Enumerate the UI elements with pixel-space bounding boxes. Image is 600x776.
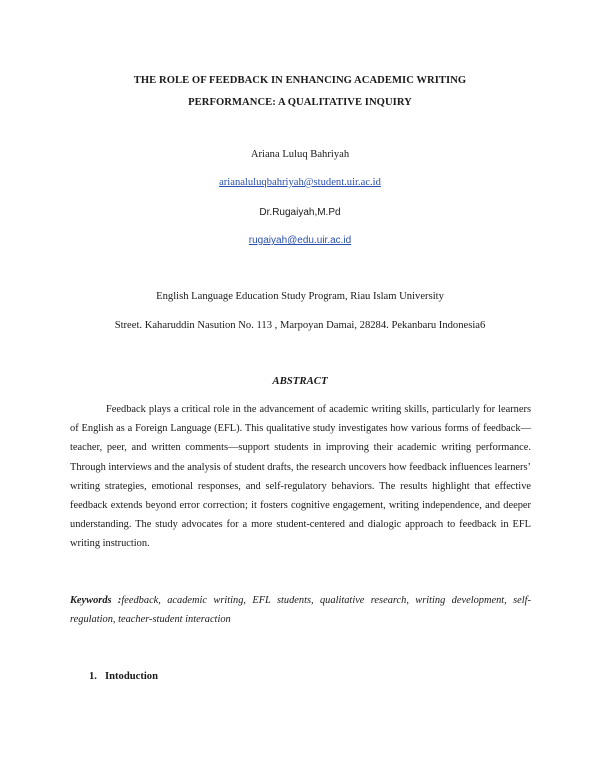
keywords-list: feedback, academic writing, EFL students, qualitative research, writing development, self-regulation, teacher-student interaction bbox=[70, 595, 531, 626]
author-2-email-line bbox=[0, 234, 600, 248]
author-1-email-link[interactable]: arianaluluqbahriyah@student.uir.ac.id bbox=[219, 177, 381, 188]
section-heading-introduction bbox=[89, 670, 158, 684]
paper-title-line-2: PERFORMANCE: A QUALITATIVE INQUIRY bbox=[188, 97, 412, 108]
address: Street. Kaharuddin Nasution No. 113 , Marpoyan Damai, 28284. Pekanbaru Indonesia6 bbox=[114, 320, 486, 331]
section-number: 1. bbox=[89, 671, 97, 682]
author-2-email-link[interactable]: rugaiyah@edu.uir.ac.id bbox=[248, 235, 352, 246]
abstract-body: Feedback plays a critical role in the advancement of academic writing skills, particularly for learners of English as a Foreign Language (EFL). This qualitative study investigates how various forms of feedback—teacher, peer, and written comments—support students in improving their academic writing performance. Through interviews and the analysis of student drafts, the research uncovers how feedback influences learners’ writing strategies, emotional responses, and self-regulatory behaviors. The results highlight that effective feedback extends beyond error correction; it fosters cognitive engagement, writing independence, and deeper understanding. The study advocates for a more student-centered and dialogic approach to feedback in EFL writing instruction. bbox=[70, 404, 531, 550]
keywords-label: Keywords : bbox=[70, 595, 122, 606]
abstract-heading: ABSTRACT bbox=[272, 375, 328, 387]
paper-title bbox=[60, 70, 540, 114]
paper-title-line-1: THE ROLE OF FEEDBACK IN ENHANCING ACADEMIC WRITING bbox=[133, 75, 467, 86]
author-1-name: Ariana Luluq Bahriyah bbox=[250, 149, 350, 160]
section-title: Intoduction bbox=[105, 671, 158, 682]
affiliation: English Language Education Study Program, Riau Islam University bbox=[156, 291, 444, 302]
keywords bbox=[70, 591, 531, 630]
author-1-email-line bbox=[0, 176, 600, 190]
author-2-name: Dr.Rugaiyah,M.Pd bbox=[259, 207, 341, 218]
